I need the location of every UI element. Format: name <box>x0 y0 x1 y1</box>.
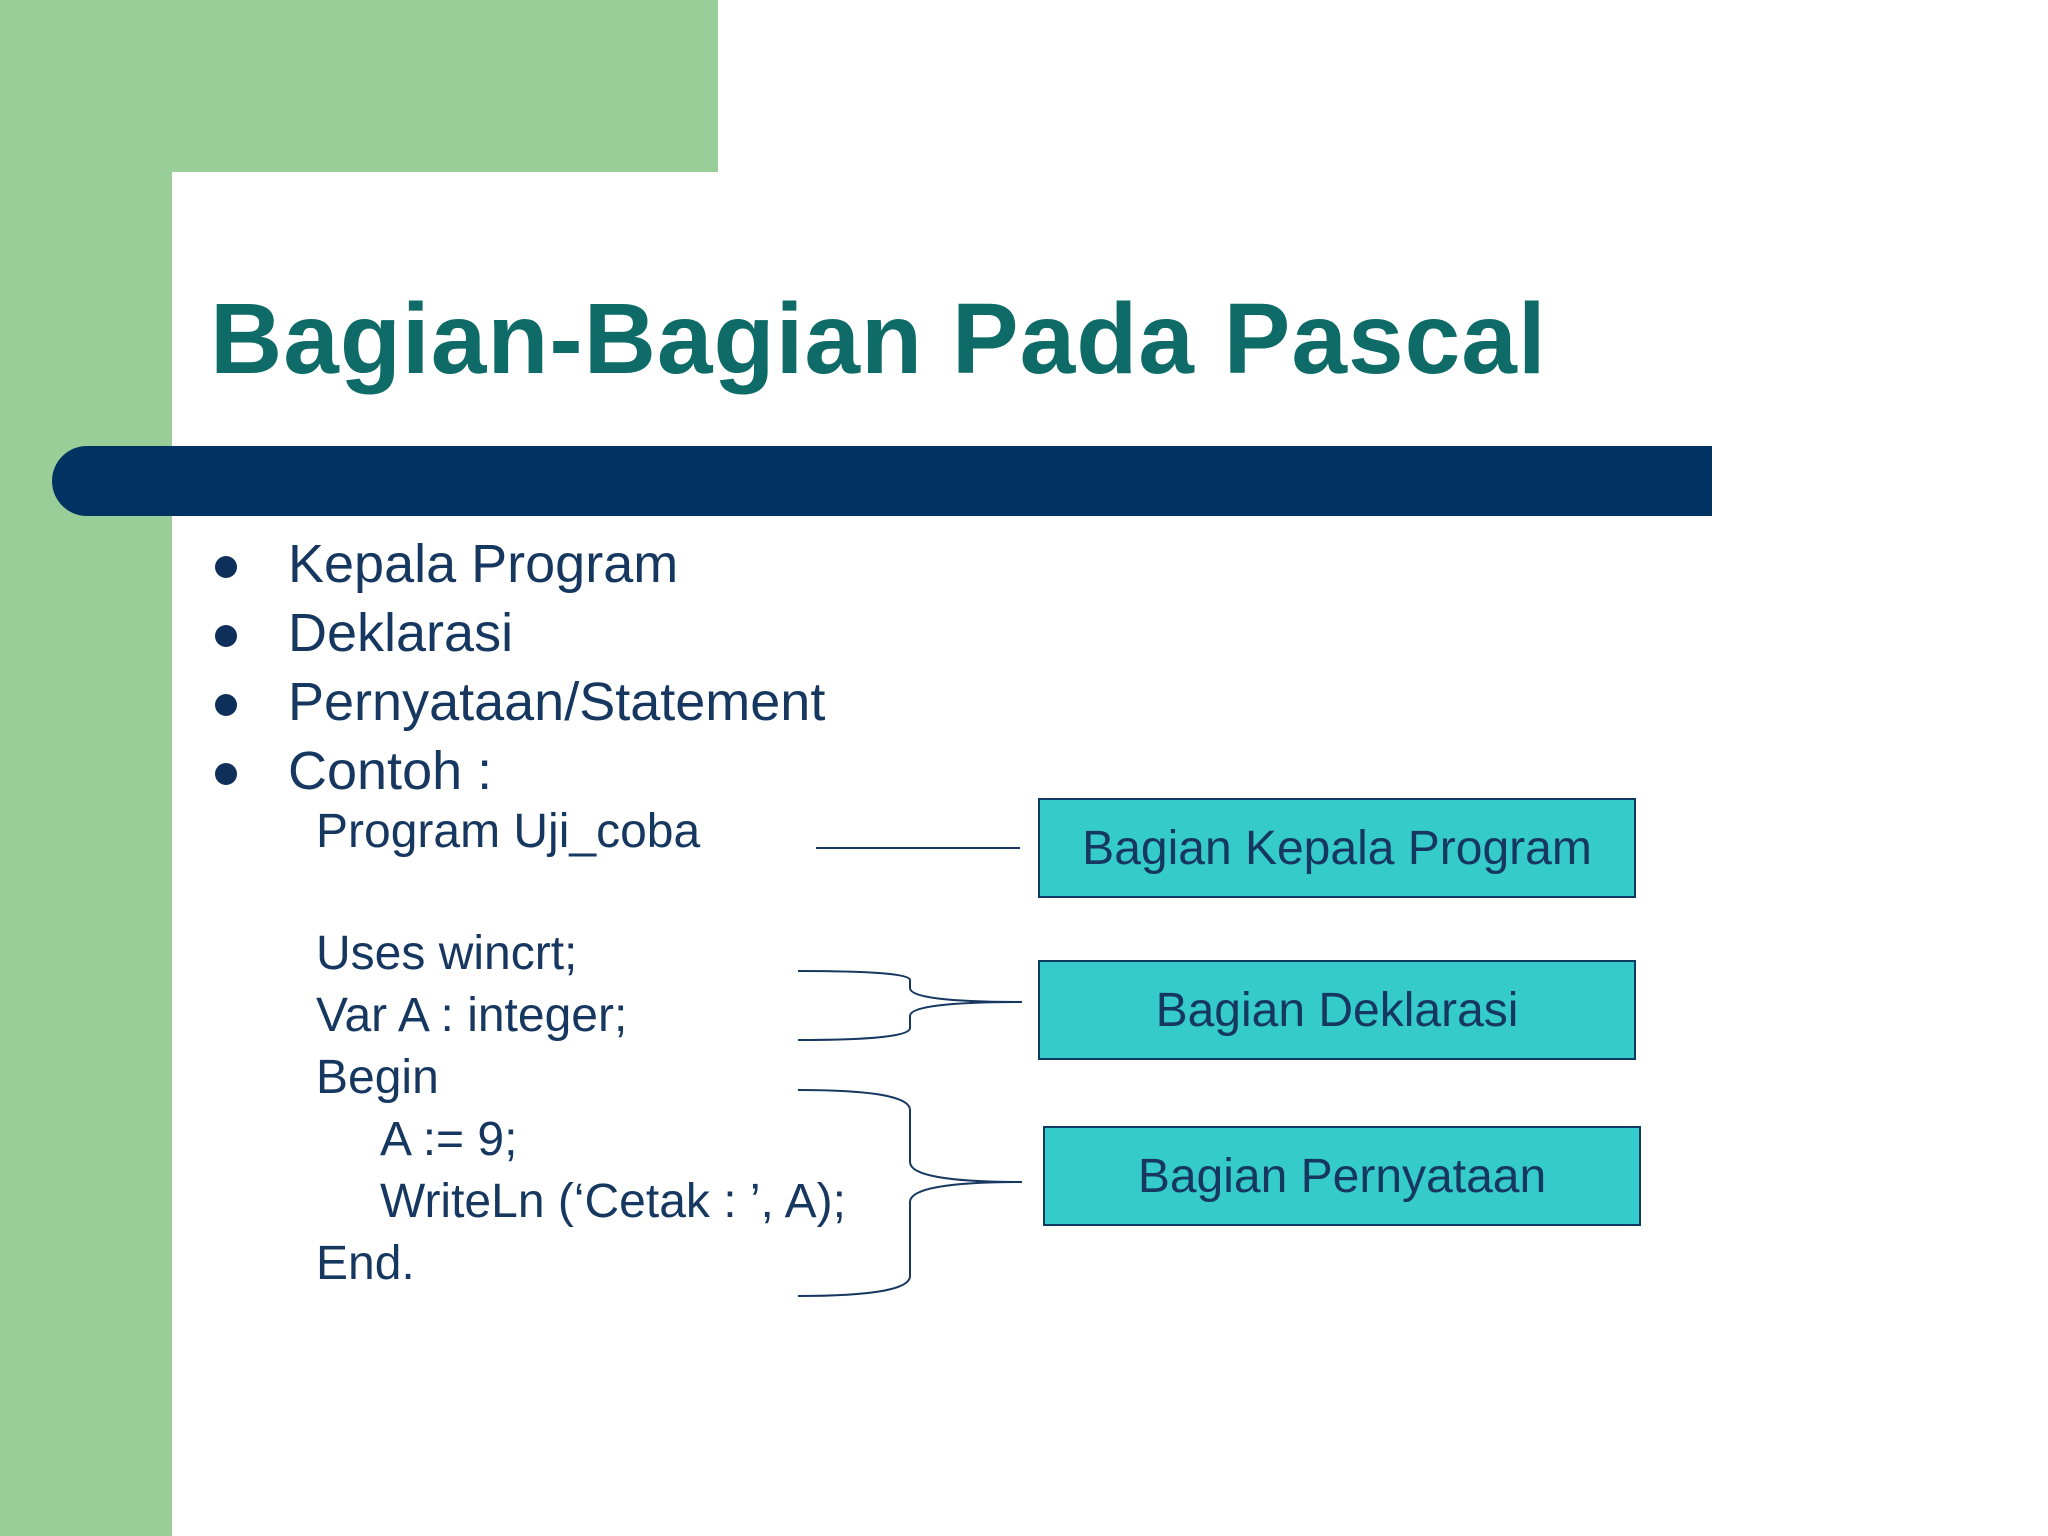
code-line-end: End. <box>316 1237 415 1290</box>
bullet-text: Contoh : <box>288 741 493 801</box>
label-bagian-pernyataan <box>1043 1126 1641 1226</box>
code-line-assign: A := 9; <box>380 1113 518 1166</box>
label-text: Bagian Pernyataan <box>1137 1149 1547 1203</box>
label-text: Bagian Kepala Program <box>1082 821 1592 875</box>
label-bagian-kepala-program <box>1038 798 1636 898</box>
code-line-begin: Begin <box>316 1051 439 1104</box>
code-line-uses: Uses wincrt; <box>316 927 578 980</box>
brace-pernyataan <box>798 1090 1022 1296</box>
label-bagian-deklarasi <box>1038 960 1636 1060</box>
code-line-var: Var A : integer; <box>316 989 628 1042</box>
brace-deklarasi <box>798 971 1022 1040</box>
slide-title: Bagian-Bagian Pada Pascal <box>210 283 1547 395</box>
bullet-text: Pernyataan/Statement <box>288 672 826 732</box>
label-text: Bagian Deklarasi <box>1155 983 1519 1037</box>
code-line-program: Program Uji_coba <box>316 805 701 858</box>
bullet-text: Kepala Program <box>288 534 679 594</box>
bullet-text: Deklarasi <box>288 603 514 663</box>
code-line-writeln: WriteLn (‘Cetak : ’, A); <box>380 1175 846 1228</box>
